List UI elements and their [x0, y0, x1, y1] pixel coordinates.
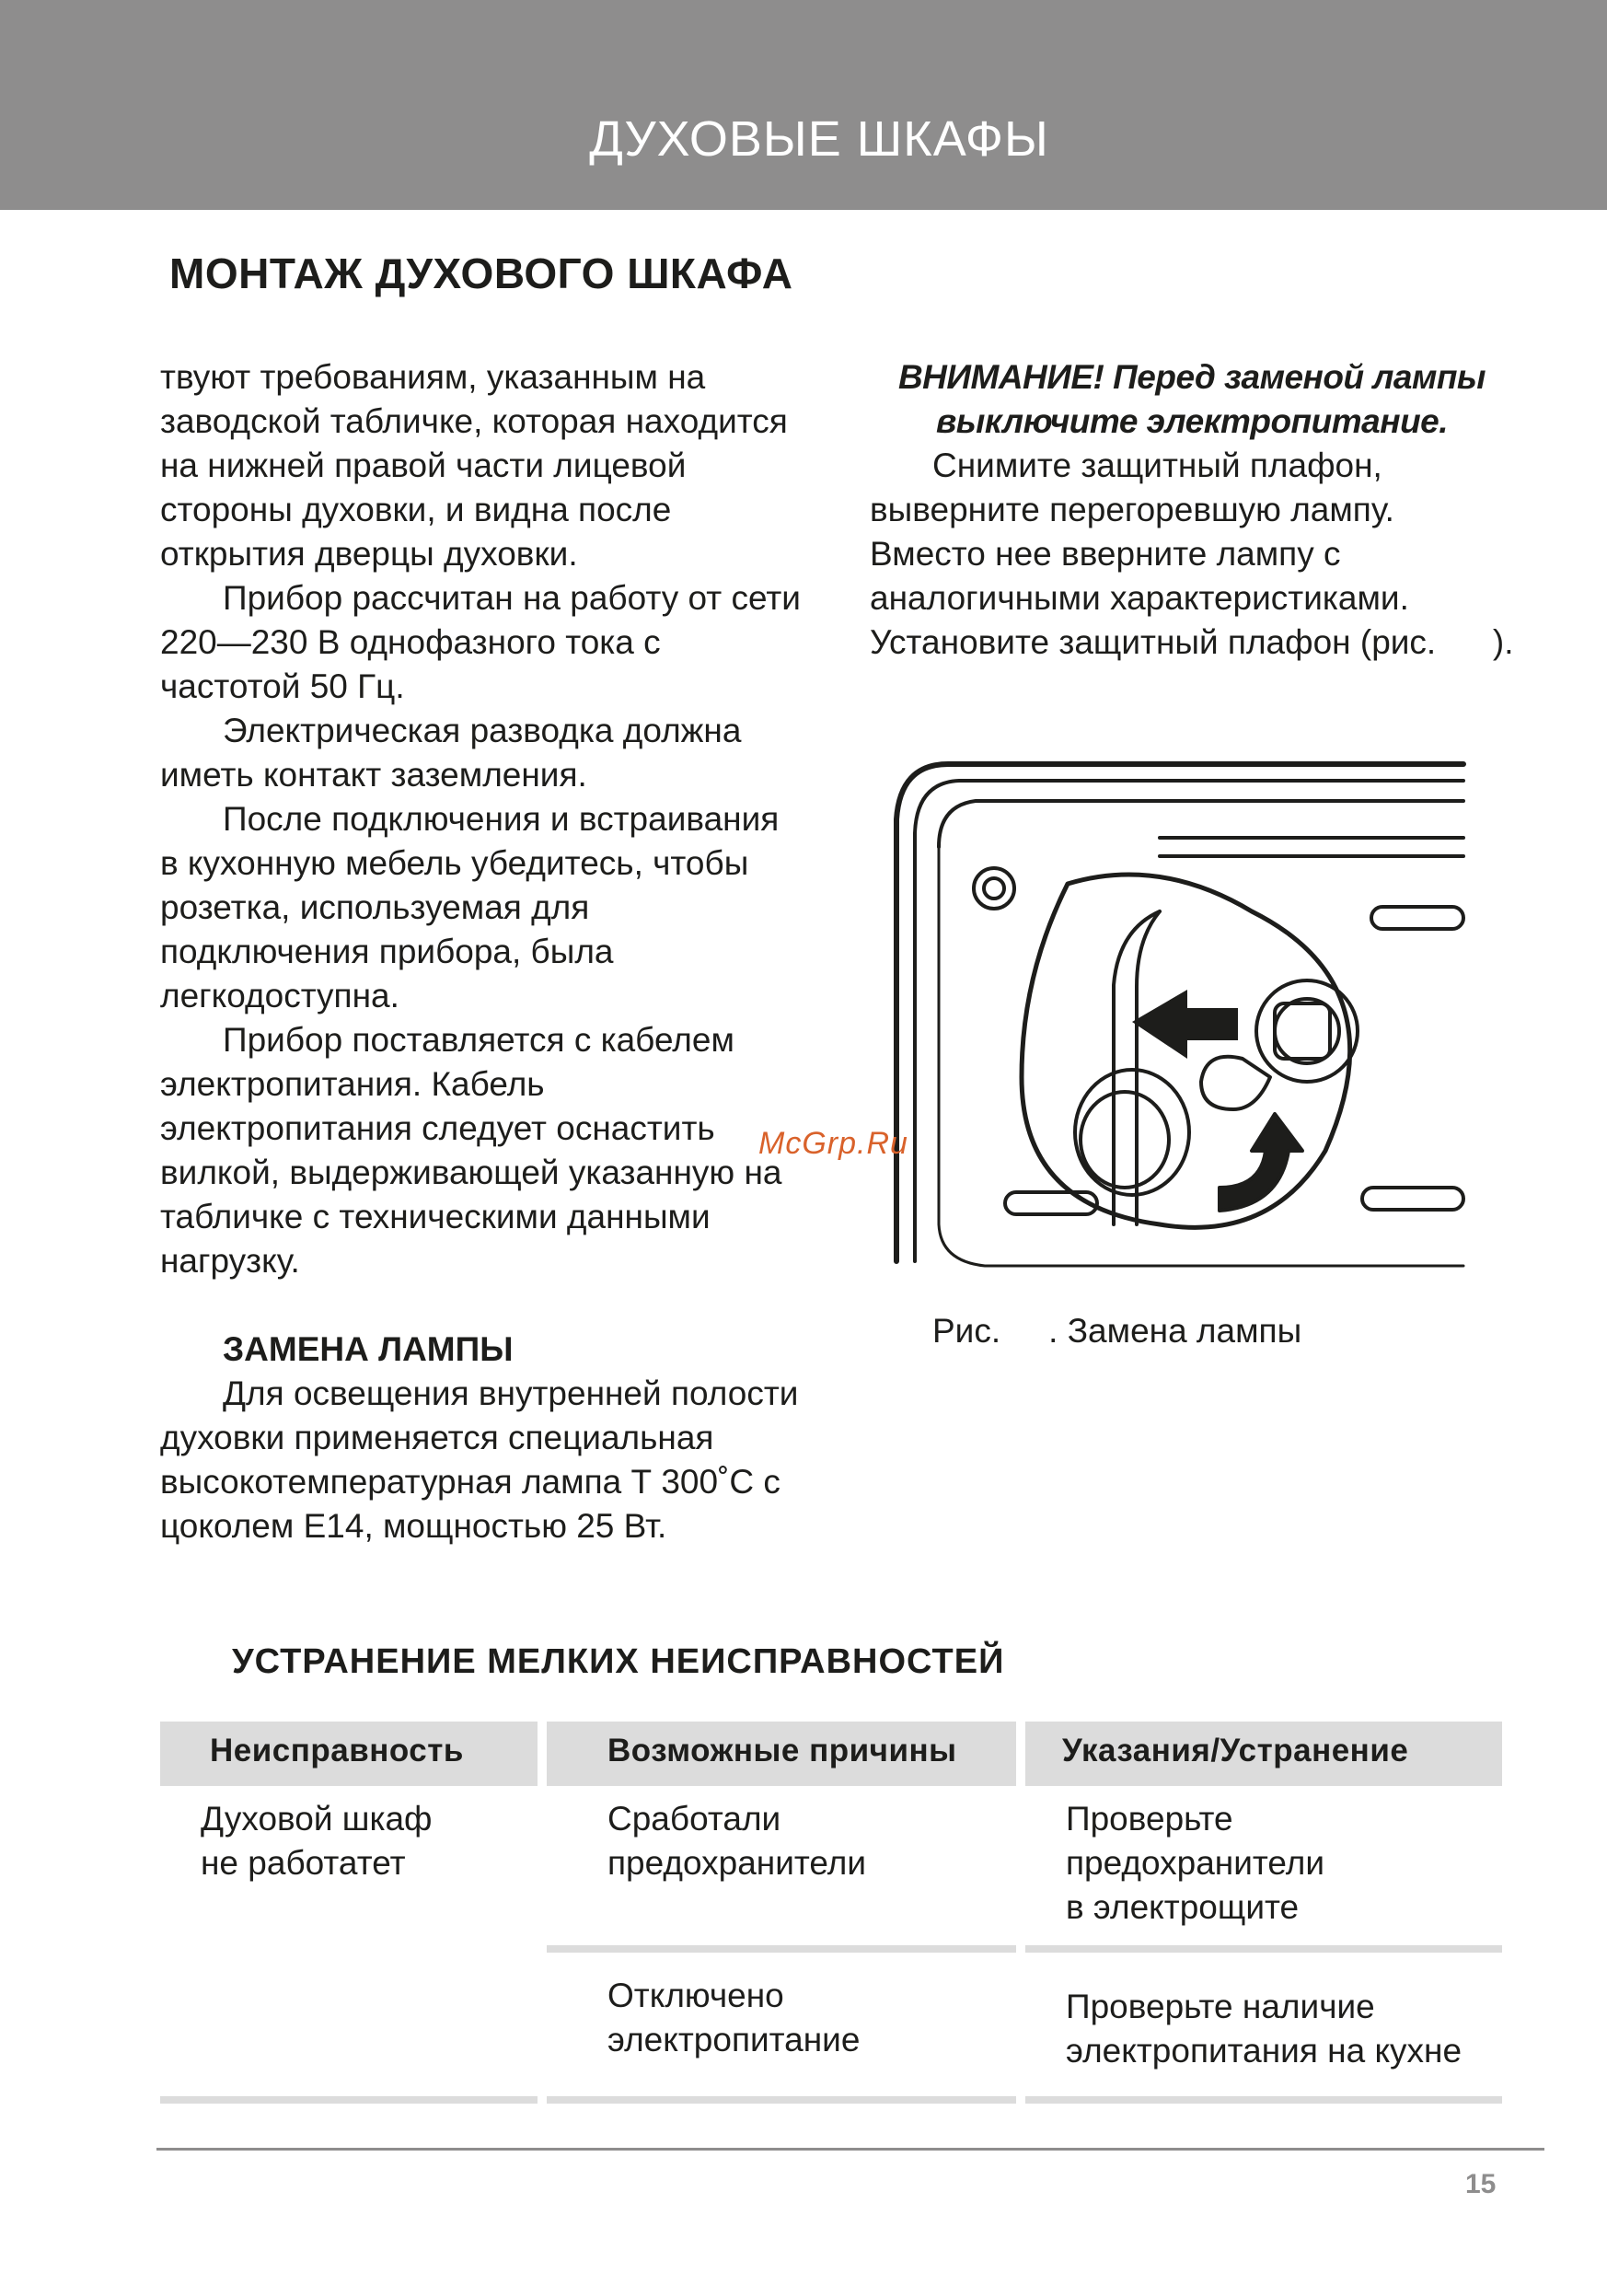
section-title: МОНТАЖ ДУХОВОГО ШКАФА — [169, 249, 793, 297]
watermark: McGrp.Ru — [758, 1126, 908, 1161]
paragraph: Снимите защитный плафон, выверните перегоревшую лампу. Вместо нее вверните лампу с аналогичными характеристиками. Установите защитный плафон (рис. ). — [870, 446, 1514, 661]
lamp-replacement-illustration — [884, 746, 1473, 1298]
header-fault-label: Неисправность — [210, 1733, 464, 1768]
cause-cell: Отключено электропитание — [607, 1977, 861, 2058]
footer-divider — [156, 2148, 1544, 2151]
row-divider — [547, 1945, 1016, 1953]
banner-title: ДУХОВЫЕ ШКАФЫ — [589, 111, 1049, 167]
header-causes-label: Возможные причины — [607, 1733, 957, 1768]
header-remedy-label: Указания/Устранение — [1062, 1733, 1409, 1768]
table-title: УСТРАНЕНИЕ МЕЛКИХ НЕИСПРАВНОСТЕЙ — [232, 1642, 1005, 1681]
cause-cell: Сработали предохранители — [607, 1800, 867, 1882]
page-number: 15 — [1465, 2169, 1497, 2199]
figure-caption — [932, 1312, 1301, 1351]
remedy-cell: Проверьте предохранители в электрощите — [1066, 1800, 1325, 1926]
paragraph: Для освещения внутренней полости духовки применяется специальная высокотемпературная лампа Т 300˚С с цоколем Е14, мощностью 25 Вт. — [160, 1374, 799, 1545]
header-banner — [0, 0, 1607, 210]
lamp-replacement-heading: ЗАМЕНА ЛАМПЫ — [223, 1330, 514, 1368]
header-causes — [547, 1722, 1016, 1786]
paragraph: твуют требованиям, указанным на заводской табличке, которая находится на нижней правой части лицевой стороны духовки, и видна после открытия дверцы духовки. — [160, 358, 788, 573]
header-fault — [160, 1722, 538, 1786]
warning-text: ВНИМАНИЕ! Перед заменой лампы выключите электропитание. — [897, 358, 1486, 440]
header-remedy — [1025, 1722, 1502, 1786]
row-divider — [1025, 1945, 1502, 1953]
remedy-cell: Проверьте наличие электропитания на кухне — [1066, 1988, 1462, 2070]
paragraph: Электрическая разводка должна иметь контакт заземления. — [160, 712, 742, 794]
paragraph: Прибор рассчитан на работу от сети 220—230 В однофазного тока с частотой 50 Гц. — [160, 579, 801, 705]
right-column — [870, 355, 1514, 665]
left-column — [160, 355, 804, 1548]
fault-cell: Духовой шкаф не работатет — [201, 1800, 433, 1882]
caption-prefix: Рис. — [932, 1312, 1001, 1350]
table-bottom-rule — [160, 2096, 538, 2104]
caption-text: . Замена лампы — [1048, 1312, 1302, 1350]
table-bottom-rule — [547, 2096, 1016, 2104]
paragraph: После подключения и встраивания в кухонную мебель убедитесь, чтобы розетка, используемая для подключения прибора, была легкодоступна. — [160, 800, 780, 1015]
paragraph: Прибор поставляется с кабелем электропитания. Кабель электропитания следует оснастить вилкой, выдерживающей указанную на табличке с техническими данными нагрузку. — [160, 1021, 782, 1280]
table-bottom-rule — [1025, 2096, 1502, 2104]
